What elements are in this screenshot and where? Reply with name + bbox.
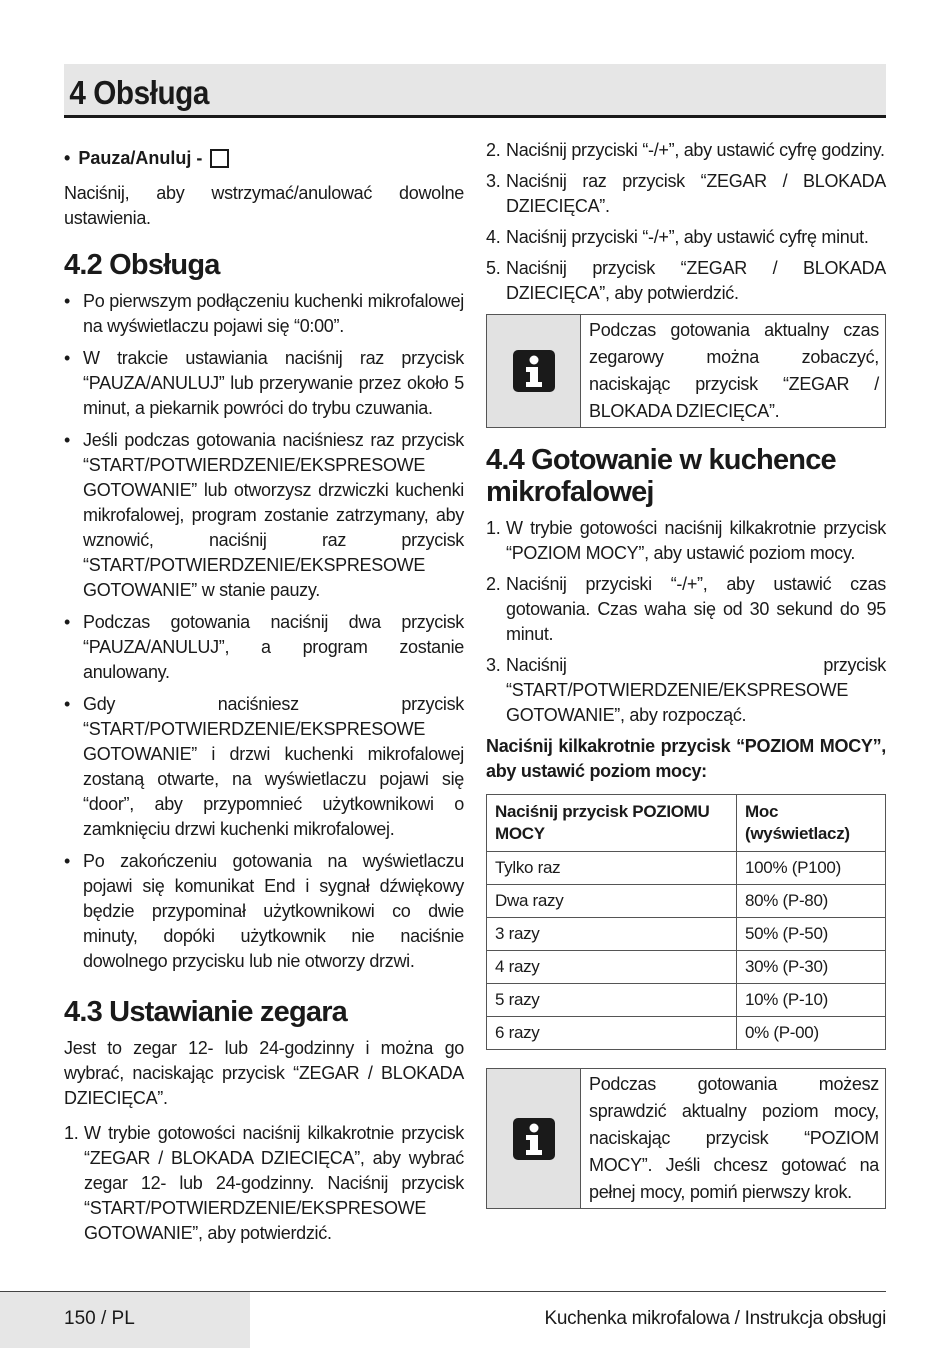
info-icon (512, 349, 556, 393)
table-cell: 3 razy (487, 918, 737, 951)
table-cell: 0% (P-00) (737, 1017, 886, 1050)
list-item: • Jeśli podczas gotowania naciśniesz raz przycisk “START/POTWIERDZENIE/EKSPRESOWE GOTOWANIE” lub otworzysz drzwiczki kuchenki mikrofalowej, program zostanie zatrzymany, aby wznowić, naciśnij raz przycisk “START/POTWIERDZENIE/EKSPRESOWE GOTOWANIE” w stanie pauzy. (64, 430, 464, 600)
info-icon-cell (487, 315, 581, 427)
table-row (487, 852, 886, 885)
stop-square-icon (210, 149, 229, 168)
info-note-text: Podczas gotowania możesz sprawdzić aktualny poziom mocy, naciskając przycisk “POZIOM MOCY”. Jeśli chcesz gotować na pełnej mocy, pomiń pierwszy krok. (589, 1074, 879, 1202)
info-note-clock (486, 314, 886, 428)
section-4-2-title: 4.2 Obsługa (64, 249, 220, 281)
section-4-3-steps-left (64, 1121, 464, 1246)
pause-heading-label: Pauza/Anuluj - (78, 148, 203, 168)
table-cell: 30% (P-30) (737, 951, 886, 984)
table-row (487, 918, 886, 951)
list-item: 1. W trybie gotowości naciśnij kilkakrotnie przycisk “POZIOM MOCY”, aby ustawić poziom mocy. (486, 518, 886, 563)
list-item: • W trakcie ustawiania naciśnij raz przycisk “PAUZA/ANULUJ” lub przerywanie przez około 5 minut, a piekarnik powróci do trybu czuwania. (64, 348, 464, 418)
table-header-row (487, 795, 886, 852)
footer-document-title: Kuchenka mikrofalowa / Instrukcja obsługi (544, 1308, 886, 1329)
list-item: 1. W trybie gotowości naciśnij kilkakrotnie przycisk “ZEGAR / BLOKADA DZIECIĘCA”, aby wybrać zegar 12- lub 24-godzinny. Naciśnij przycisk “START/POTWIERDZENIE/EKSPRESOWE GOTOWANIE”, aby potwierdzić. (64, 1123, 464, 1243)
section-4-4-title: 4.4 Gotowanie w kuchence mikrofalowej (486, 444, 836, 508)
table-row (487, 1017, 886, 1050)
table-header: Moc (wyświetlacz) (737, 795, 886, 852)
table-cell: 6 razy (487, 1017, 737, 1050)
table-cell: 10% (P-10) (737, 984, 886, 1017)
table-cell: 100% (P100) (737, 852, 886, 885)
info-icon-cell (487, 1069, 581, 1208)
section-4-3-steps-right (486, 138, 886, 306)
table-cell: 50% (P-50) (737, 918, 886, 951)
table-row (487, 885, 886, 918)
section-4-3-title: 4.3 Ustawianie zegara (64, 996, 348, 1028)
list-item: 3. Naciśnij przycisk “START/POTWIERDZENIE/EKSPRESOWE GOTOWANIE”, aby rozpocząć. (486, 655, 886, 725)
table-cell: 5 razy (487, 984, 737, 1017)
section-4-2-list (64, 289, 464, 974)
list-item: 2. Naciśnij przyciski “-/+”, aby ustawić czas gotowania. Czas waha się od 30 sekund do 95 minut. (486, 574, 886, 644)
pause-heading: • Pauza/Anuluj - (64, 148, 464, 169)
section-4-4-steps (486, 516, 886, 728)
table-header: Naciśnij przycisk POZIOMU MOCY (487, 795, 737, 852)
right-column (486, 138, 886, 1225)
power-level-intro: Naciśnij kilkakrotnie przycisk “POZIOM MOCY”, aby ustawić poziom mocy: (486, 736, 886, 781)
info-note-power (486, 1068, 886, 1209)
page-number: 150 / PL (64, 1308, 135, 1329)
list-item: 4. Naciśnij przyciski “-/+”, aby ustawić cyfrę minut. (486, 227, 869, 247)
chapter-header (64, 64, 886, 118)
list-item: • Gdy naciśniesz przycisk “START/POTWIERDZENIE/EKSPRESOWE GOTOWANIE” i drzwi kuchenki mikrofalowej zostaną otwarte, na wyświetlaczu pojawi się “door”, aby przypomnieć użytkownikowi o zamknięciu drzwi kuchenki mikrofalowej. (64, 694, 464, 839)
table-row (487, 984, 886, 1017)
section-4-3-intro: Jest to zegar 12- lub 24-godzinny i można go wybrać, naciskając przycisk “ZEGAR / BLOKADA DZIECIĘCA”. (64, 1038, 464, 1108)
list-item: • Po pierwszym podłączeniu kuchenki mikrofalowej na wyświetlaczu pojawi się “0:00”. (64, 291, 464, 336)
table-cell: Dwa razy (487, 885, 737, 918)
pause-description: Naciśnij, aby wstrzymać/anulować dowolne ustawienia. (64, 183, 464, 228)
chapter-title: 4 Obsługa (69, 74, 209, 111)
table-cell: Tylko raz (487, 852, 737, 885)
list-item: • Po zakończeniu gotowania na wyświetlaczu pojawi się komunikat End i sygnał dźwiękowy będzie przypominał użytkownikowi co dwie minuty, dopóki użytkownik nie naciśnie dowolnego przycisku lub nie otworzy drzwi. (64, 851, 464, 971)
list-item: • Podczas gotowania naciśnij dwa przycisk “PAUZA/ANULUJ”, a program zostanie anulowany. (64, 612, 464, 682)
list-item: 5. Naciśnij przycisk “ZEGAR / BLOKADA DZIECIĘCA”, aby potwierdzić. (486, 258, 886, 303)
list-item: 3. Naciśnij raz przycisk “ZEGAR / BLOKADA DZIECIĘCA”. (486, 171, 886, 216)
table-cell: 4 razy (487, 951, 737, 984)
table-row (487, 951, 886, 984)
info-icon (512, 1117, 556, 1161)
table-cell: 80% (P-80) (737, 885, 886, 918)
list-item: 2. Naciśnij przyciski “-/+”, aby ustawić cyfrę godziny. (486, 140, 885, 160)
info-note-text: Podczas gotowania aktualny czas zegarowy można zobaczyć, naciskając przycisk “ZEGAR / BLOKADA DZIECIĘCA”. (589, 320, 879, 421)
power-level-table (486, 794, 886, 1050)
left-column (64, 140, 464, 1252)
